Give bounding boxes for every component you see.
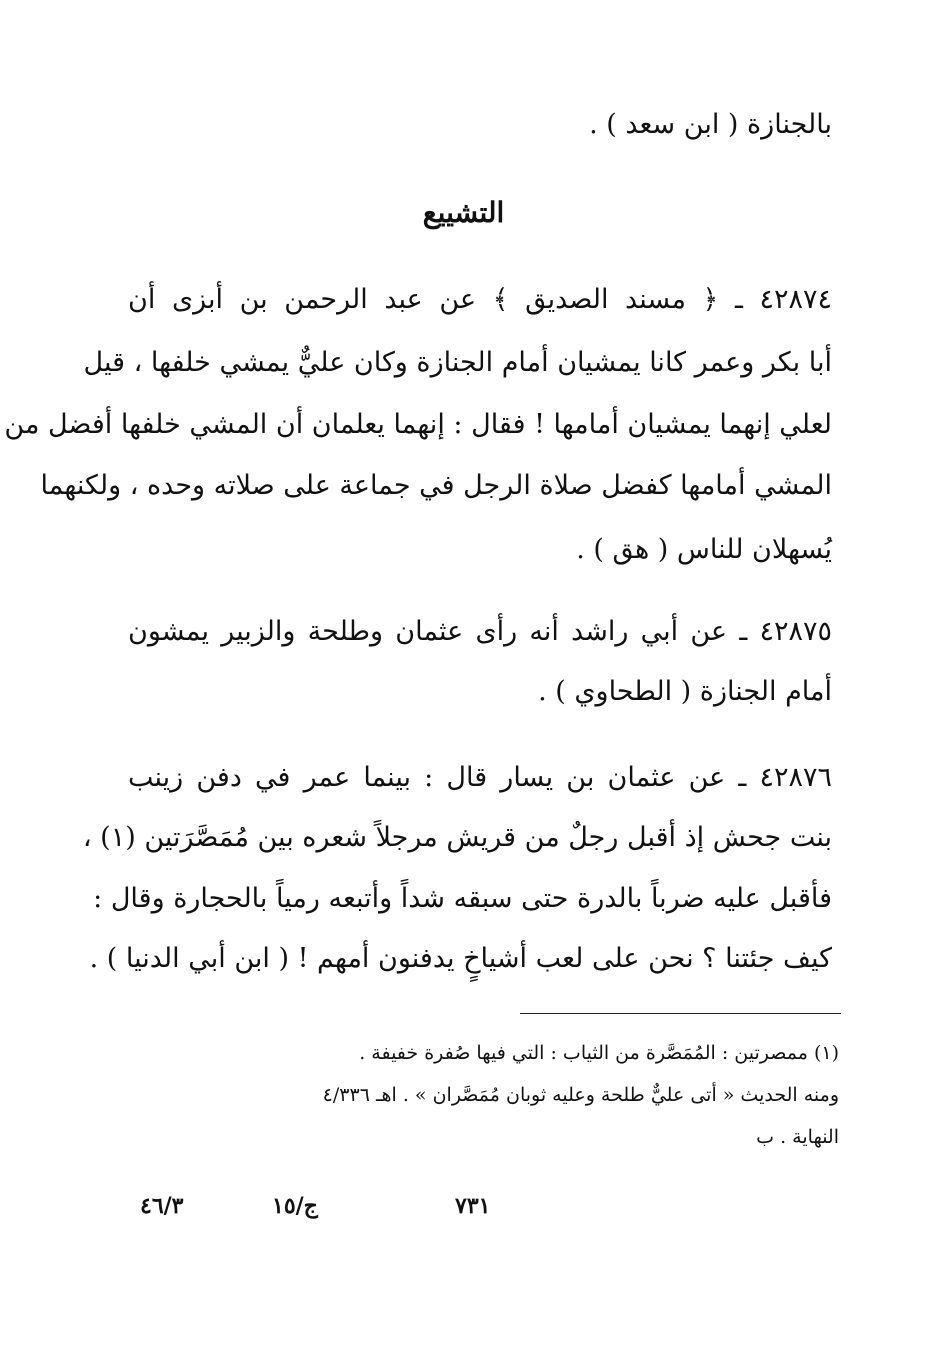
source-reference: ٤٦/٣	[140, 1193, 184, 1219]
paragraph-line: أبا بكر وعمر كانا يمشيان أمام الجنازة وكان عليٌّ يمشي خلفها ، قيل	[83, 347, 832, 378]
paragraph-line: أمام الجنازة ( الطحاوي ) .	[538, 676, 832, 707]
paragraph-line: كيف جئتنا ؟ نحن على لعب أشياخٍ يدفنون أمهم ! ( ابن أبي الدنيا ) .	[89, 943, 832, 974]
footnote-line: ومنه الحديث « أتى عليٌّ طلحة وعليه ثوبان مُمَصَّران » . اهـ ٤/٣٣٦	[322, 1084, 839, 1106]
footnote-divider	[520, 1013, 841, 1014]
paragraph-line: يُسهلان للناس ( هق ) .	[576, 534, 832, 565]
paragraph-line: ٤٢٨٧٥ ـ عن أبي راشد أنه رأى عثمان وطلحة والزبير يمشون	[128, 616, 832, 647]
page-number: ٧٣١	[455, 1193, 491, 1219]
footnote-line: النهاية . ب	[756, 1126, 839, 1148]
paragraph-line: فأقبل عليه ضرباً بالدرة حتى سبقه شداً وأتبعه رمياً بالحجارة وقال :	[93, 883, 832, 914]
paragraph-line: لعلي إنهما يمشيان أمامها ! فقال : إنهما يعلمان أن المشي خلفها أفضل من	[4, 409, 832, 440]
paragraph-line: ٤٢٨٧٤ ـ ﴿ مسند الصديق ﴾ عن عبد الرحمن بن أبزى أن	[128, 284, 832, 315]
intro-line: بالجنازة ( ابن سعد ) .	[589, 109, 832, 140]
footnote-line: (١) ممصرتين : المُمَصَّرة من الثياب : التي فيها صُفرة خفيفة .	[359, 1042, 839, 1064]
paragraph-line: المشي أمامها كفضل صلاة الرجل في جماعة على صلاته وحده ، ولكنهما	[40, 470, 832, 501]
volume-marker: ج/١٥	[272, 1193, 318, 1219]
paragraph-line: ٤٢٨٧٦ ـ عن عثمان بن يسار قال : بينما عمر في دفن زينب	[128, 762, 832, 793]
paragraph-line: بنت جحش إذ أقبل رجلٌ من قريش مرجلاً شعره بين مُمَصَّرَتين (١) ،	[82, 822, 832, 853]
section-heading: التشييع	[422, 196, 505, 229]
